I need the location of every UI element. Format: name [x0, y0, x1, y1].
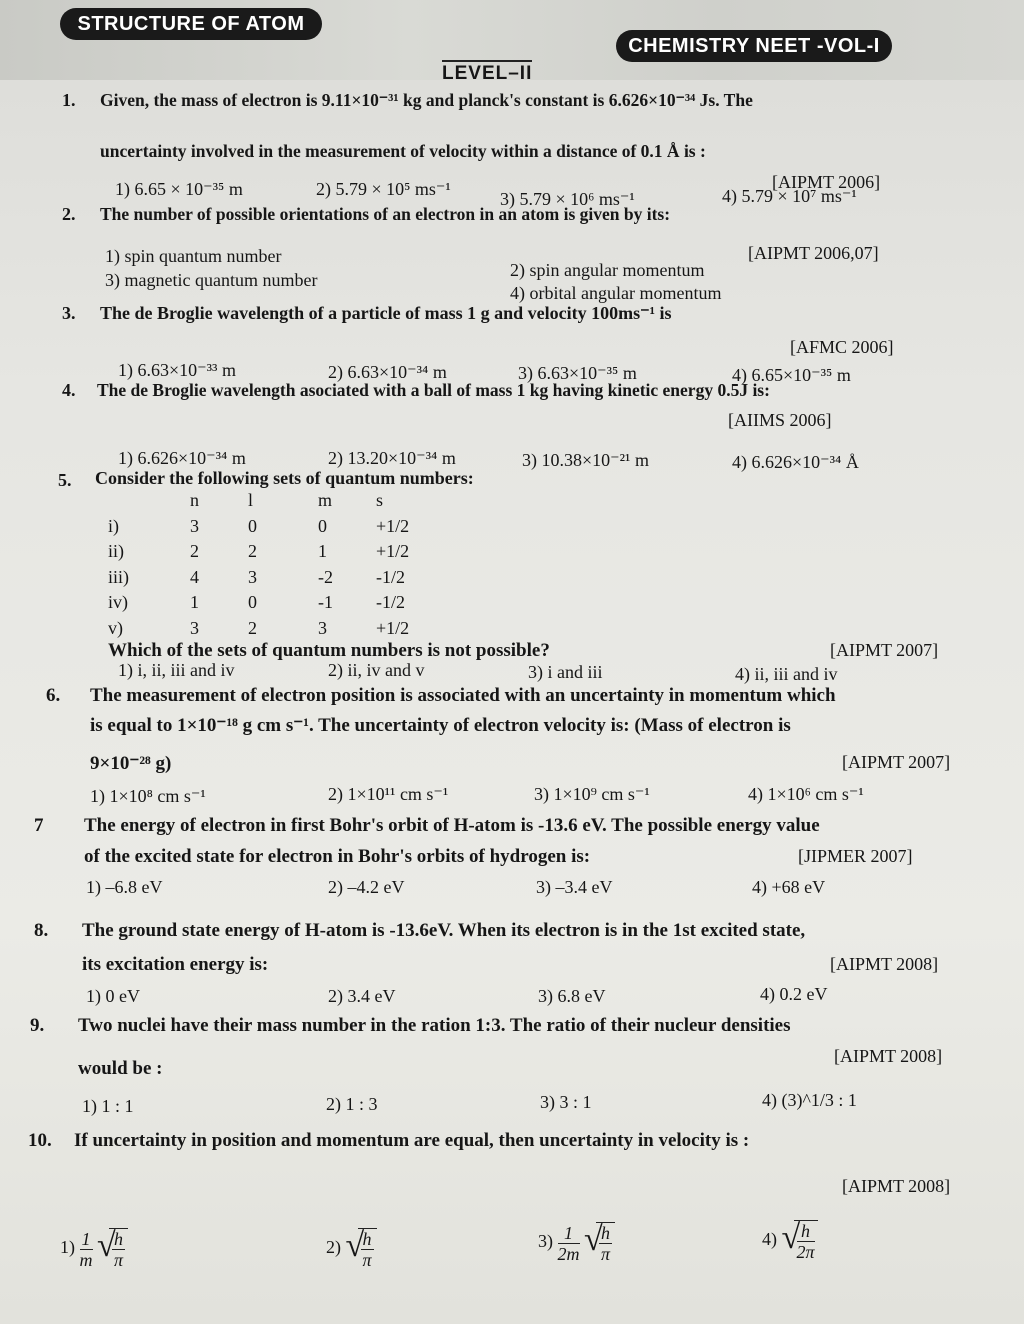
q6-option-4[interactable]: 4) 1×10⁶ cm s⁻¹ — [748, 784, 864, 804]
table-row — [108, 565, 446, 591]
q1-number: 1. — [62, 90, 76, 110]
q7-number: 7 — [34, 815, 44, 836]
row-label: i) — [108, 515, 119, 536]
q2-line1: The number of possible orientations of an electron in an atom is given by its: — [100, 204, 671, 224]
q9-reference: [AIPMT 2008] — [834, 1046, 943, 1066]
q8-option-1[interactable]: 1) 0 eV — [86, 986, 140, 1006]
cell-m: 3 — [318, 617, 327, 638]
q10-number: 10. — [28, 1130, 52, 1151]
cell-l: 2 — [248, 617, 257, 638]
q4-line1: The de Broglie wavelength asociated with a ball of mass 1 kg having kinetic energy 0.5J is: — [97, 380, 770, 400]
header-n: n — [190, 490, 199, 511]
q8-line2: its excitation energy is: — [82, 954, 269, 975]
q3-option-1[interactable]: 1) 6.63×10⁻³³ m — [118, 360, 236, 380]
cell-s: -1/2 — [376, 566, 405, 587]
q4-option-1[interactable]: 1) 6.626×10⁻³⁴ m — [118, 448, 246, 468]
q4-option-4[interactable]: 4) 6.626×10⁻³⁴ Å — [732, 452, 859, 472]
q8-option-2[interactable]: 2) 3.4 eV — [328, 986, 396, 1006]
cell-n: 1 — [190, 592, 199, 613]
q9-line1: Two nuclei have their mass number in the ration 1:3. The ratio of their nucleur densities — [78, 1015, 791, 1036]
level-heading: LEVEL–II — [442, 60, 532, 85]
q3-number: 3. — [62, 303, 76, 323]
q7-line2: of the excited state for electron in Bohr's orbits of hydrogen is: — [84, 846, 591, 867]
q9-option-3[interactable]: 3) 3 : 1 — [540, 1092, 592, 1112]
q8-option-4[interactable]: 4) 0.2 eV — [760, 984, 828, 1004]
q8-number: 8. — [34, 920, 49, 941]
q5-option-1[interactable]: 1) i, ii, iii and iv — [118, 660, 235, 680]
book-title: CHEMISTRY NEET -VOL-I — [616, 30, 892, 62]
cell-s: -1/2 — [376, 592, 405, 613]
q9-line2: would be : — [78, 1058, 163, 1079]
table-row — [108, 590, 446, 616]
q10-option-3[interactable]: 3) $\frac{1}{2m}$ √ $\frac{h}{\pi}$ — [538, 1222, 615, 1264]
q7-line1: The energy of electron in first Bohr's orbit of H-atom is -13.6 eV. The possible energy value — [84, 815, 820, 836]
row-label: iv) — [108, 592, 128, 613]
q4-reference: [AIIMS 2006] — [728, 410, 832, 430]
q2-option-3[interactable]: 3) magnetic quantum number — [105, 270, 318, 290]
q6-line1: The measurement of electron position is associated with an uncertainty in momentum which — [90, 685, 836, 706]
q5-line2: Which of the sets of quantum numbers is not possible? — [108, 640, 550, 661]
q5-option-2[interactable]: 2) ii, iv and v — [328, 660, 425, 680]
row-label: ii) — [108, 541, 124, 562]
q5-reference: [AIPMT 2007] — [830, 640, 939, 660]
q6-option-1[interactable]: 1) 1×10⁸ cm s⁻¹ — [90, 786, 206, 806]
header-s: s — [376, 490, 384, 511]
chapter-title: STRUCTURE OF ATOM — [60, 8, 322, 40]
q9-option-2[interactable]: 2) 1 : 3 — [326, 1094, 378, 1114]
q8-reference: [AIPMT 2008] — [830, 954, 939, 974]
q10-option-1[interactable]: 1) $\frac{1}{m}$ √ $\frac{h}{\pi}$ — [60, 1228, 128, 1270]
q4-option-2[interactable]: 2) 13.20×10⁻³⁴ m — [328, 448, 456, 468]
cell-m: -2 — [318, 566, 333, 587]
cell-n: 2 — [190, 541, 199, 562]
q10-option-4[interactable]: 4) √ $\frac{h}{2\pi}$ — [762, 1220, 818, 1262]
table-row — [108, 616, 446, 642]
q5-number: 5. — [58, 470, 72, 490]
q1-line1: Given, the mass of electron is 9.11×10⁻³¹ kg and planck's constant is 6.626×10⁻³⁴ Js. The — [100, 90, 753, 110]
q9-option-1[interactable]: 1) 1 : 1 — [82, 1096, 134, 1116]
header-l: l — [248, 490, 254, 511]
table-row — [108, 539, 446, 565]
q2-option-2[interactable]: 2) spin angular momentum — [510, 260, 705, 280]
q7-option-1[interactable]: 1) –6.8 eV — [86, 877, 163, 897]
q1-option-3[interactable]: 3) 5.79 × 10⁶ ms⁻¹ — [500, 189, 635, 209]
cell-s: +1/2 — [376, 617, 410, 638]
q7-option-3[interactable]: 3) –3.4 eV — [536, 877, 613, 897]
q6-line2: is equal to 1×10⁻¹⁸ g cm s⁻¹. The uncertainty of electron velocity is: (Mass of electron is — [90, 715, 791, 736]
cell-n: 3 — [190, 515, 199, 536]
q4-number: 4. — [62, 380, 76, 400]
q2-number: 2. — [62, 204, 76, 224]
q3-option-2[interactable]: 2) 6.63×10⁻³⁴ m — [328, 362, 447, 382]
q6-line3: 9×10⁻²⁸ g) — [90, 753, 172, 774]
cell-s: +1/2 — [376, 515, 410, 536]
q1-line2: uncertainty involved in the measurement of velocity within a distance of 0.1 Å is : — [100, 141, 706, 161]
q1-option-4[interactable]: 4) 5.79 × 10⁷ ms⁻¹ — [722, 186, 857, 206]
cell-m: 1 — [318, 541, 327, 562]
q9-option-4[interactable]: 4) (3)^1/3 : 1 — [762, 1090, 857, 1110]
q3-option-3[interactable]: 3) 6.63×10⁻³⁵ m — [518, 363, 637, 383]
q9-number: 9. — [30, 1015, 45, 1036]
cell-m: -1 — [318, 592, 333, 613]
cell-l: 0 — [248, 592, 257, 613]
q3-line1: The de Broglie wavelength of a particle of mass 1 g and velocity 100ms⁻¹ is — [100, 303, 672, 323]
header-m: m — [318, 490, 333, 511]
row-label: iii) — [108, 566, 129, 587]
cell-l: 3 — [248, 566, 257, 587]
cell-n: 4 — [190, 566, 199, 587]
q8-option-3[interactable]: 3) 6.8 eV — [538, 986, 606, 1006]
q1-reference: [AIPMT 2006] — [772, 172, 881, 192]
table-header-row — [108, 488, 446, 514]
cell-n: 3 — [190, 617, 199, 638]
cell-m: 0 — [318, 515, 327, 536]
q4-option-3[interactable]: 3) 10.38×10⁻²¹ m — [522, 450, 649, 470]
q3-option-4[interactable]: 4) 6.65×10⁻³⁵ m — [732, 365, 851, 385]
cell-l: 0 — [248, 515, 257, 536]
q5-option-4[interactable]: 4) ii, iii and iv — [735, 664, 838, 684]
quantum-number-table — [108, 488, 446, 641]
q2-option-4[interactable]: 4) orbital angular momentum — [510, 283, 722, 303]
q6-reference: [AIPMT 2007] — [842, 752, 951, 772]
row-label: v) — [108, 617, 123, 638]
q1-option-2[interactable]: 2) 5.79 × 10⁵ ms⁻¹ — [316, 179, 451, 199]
q10-reference: [AIPMT 2008] — [842, 1176, 951, 1196]
q6-option-3[interactable]: 3) 1×10⁹ cm s⁻¹ — [534, 784, 650, 804]
q6-option-2[interactable]: 2) 1×10¹¹ cm s⁻¹ — [328, 784, 449, 804]
q1-option-1[interactable]: 1) 6.65 × 10⁻³⁵ m — [115, 179, 243, 199]
q3-reference: [AFMC 2006] — [790, 337, 894, 357]
q8-line1: The ground state energy of H-atom is -13.6eV. When its electron is in the 1st excited state, — [82, 920, 806, 941]
cell-s: +1/2 — [376, 541, 410, 562]
q7-option-2[interactable]: 2) –4.2 eV — [328, 877, 405, 897]
q6-number: 6. — [46, 685, 61, 706]
q7-option-4[interactable]: 4) +68 eV — [752, 877, 826, 897]
cell-l: 2 — [248, 541, 257, 562]
q10-option-2[interactable]: 2) √ $\frac{h}{\pi}$ — [326, 1228, 377, 1270]
q7-reference: [JIPMER 2007] — [798, 846, 913, 866]
q5-option-3[interactable]: 3) i and iii — [528, 662, 603, 682]
table-row — [108, 514, 446, 540]
q2-reference: [AIPMT 2006,07] — [748, 243, 879, 263]
q10-line1: If uncertainty in position and momentum are equal, then uncertainty in velocity is : — [74, 1130, 750, 1151]
q2-option-1[interactable]: 1) spin quantum number — [105, 246, 282, 266]
q5-line1: Consider the following sets of quantum numbers: — [95, 468, 474, 488]
